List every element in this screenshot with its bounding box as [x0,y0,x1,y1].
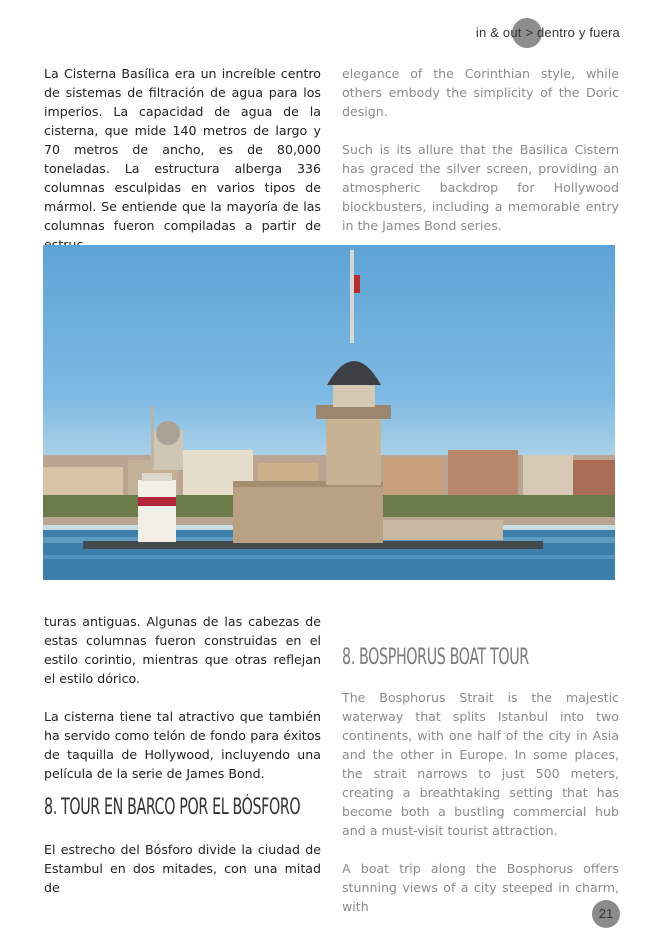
section-header [476,18,620,48]
header-text: in & out > dentro y fuera [475,25,620,40]
bottom-left-column [44,612,321,783]
top-right-paragraph-2: Such is its allure that the Basilica Cistern has graced the silver screen, providing an atmospheric backdrop for Hollywood blockbusters, including a memorable entry in the James Bond series. [342,142,619,233]
top-left-paragraph: La Cisterna Basílica era un increíble centro de sistemas de filtración de agua para los imperios. La capacidad de agua de la cisterna, que mide 140 metros de largo y 70 metros de ancho, es de 80,000 toneladas. La estructura alberga 336 columnas esculpidas en varios tipos de mármol. Se entiende que la mayoría de las columnas fueron compiladas a partir de [44,66,321,233]
bottom-left-paragraph-2: La cisterna tiene tal atractivo que también ha servido como telón de fondo para éxitos de taquilla de Hollywood, incluyendo una película de la serie de James Bond. [44,709,321,781]
page-number: 21 [592,900,620,928]
top-right-column [342,64,619,235]
bottom-right-paragraph-1: The Bosphorus Strait is the majestic waterway that splits Istanbul into two continents, with one half of the city in Asia and the other in Europe. In some places, the strait narrows to just 500 meters, creating a breathtaking setting that has become both a bustling commercial hub and a must-visit tourist attraction. [342,690,619,838]
heading-bosforo-es: 8. TOUR EN BARCO POR EL BÓSFORO [44,795,301,820]
bottom-left-paragraph-3: El estrecho del Bósforo divide la ciudad de Estambul en dos mitades, con una mitad de [44,842,321,895]
maidens-tower-photo [43,245,615,580]
top-right-paragraph-1: elegance of the Corinthian style, while others embody the simplicity of the Doric design. [342,66,619,119]
bottom-left-paragraph-1: turas antiguas. Algunas de las cabezas de estas columnas fueron construidas en el estilo corintio, mientras que otras reflejan el estilo dórico. [44,614,321,686]
bottom-right-paragraph-2: A boat trip along the Bosphorus offers stunning views of a city steeped in charm, with [342,861,619,914]
bottom-left-column-2 [44,840,321,897]
top-left-column [44,64,321,254]
bottom-right-column [342,688,619,916]
heading-bosphorus-en: 8. BOSPHORUS BOAT TOUR [342,645,529,670]
